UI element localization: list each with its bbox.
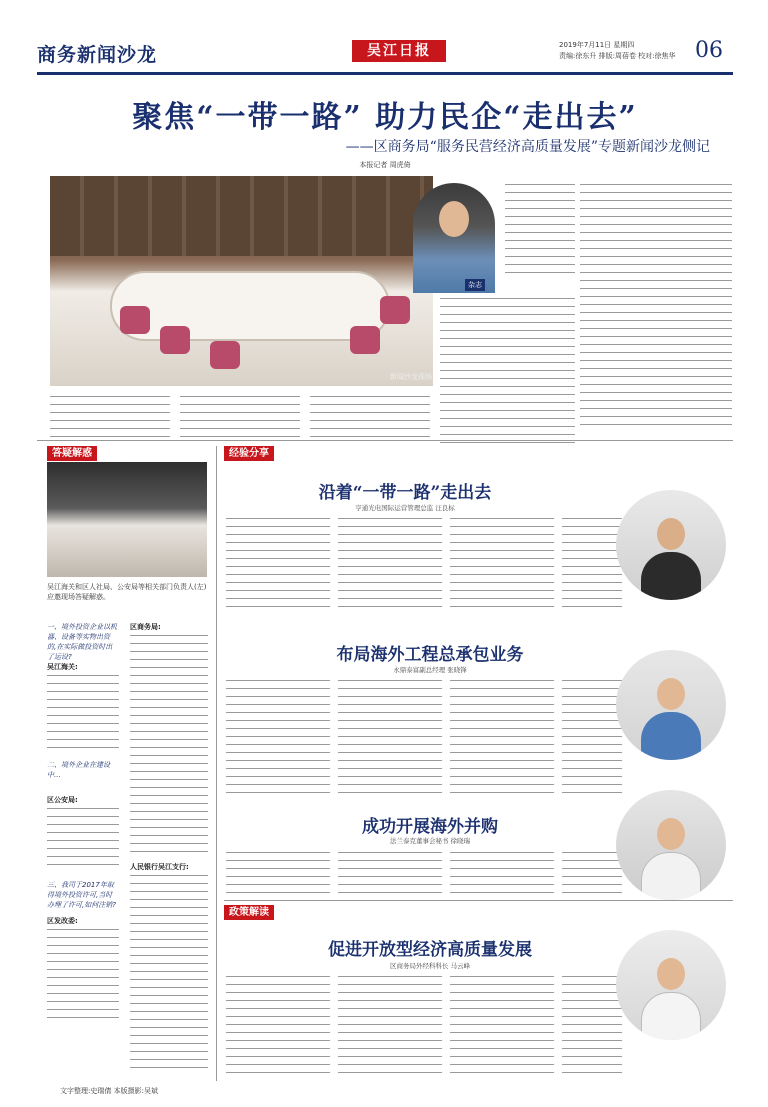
lead-text-col-right-b — [580, 184, 732, 432]
article-3-author: 法兰泰克董事会秘书 徐晓瑞 — [389, 837, 471, 845]
page-number: 06 — [695, 38, 723, 63]
lead-text-col-2 — [180, 396, 300, 444]
qa-answer-4-text — [130, 635, 208, 859]
qa-answer-2-text — [47, 808, 119, 872]
article-4-author: 区商务局外经科科长 马云峰 — [389, 962, 471, 970]
speaker-3-photo — [616, 790, 726, 900]
article-3-col-2 — [338, 852, 442, 900]
policy-tag: 政策解读 — [224, 905, 274, 920]
speaker-4-photo — [616, 930, 726, 1040]
speaker-2-photo — [616, 650, 726, 760]
qa-question-1: 一、境外投资企业以机器、设备等实物出资的,在实际做投资时出了运设? — [47, 623, 117, 661]
section-divider — [37, 440, 733, 441]
lead-text-col-middle — [440, 298, 575, 450]
column-divider — [216, 446, 217, 1081]
article-3-col-4 — [562, 852, 622, 900]
article-3-col-1 — [226, 852, 330, 900]
article-4-col-4 — [562, 976, 622, 1080]
article-1-col-2 — [338, 518, 442, 614]
qa-answer-1-label: 吴江海关: — [47, 663, 78, 671]
lead-text-col-1 — [50, 396, 170, 444]
article-3-title: 成功开展海外并购 — [362, 817, 498, 837]
qa-answer-4-label: 区商务局: — [130, 623, 161, 631]
section-title: 商务新闻沙龙 — [37, 44, 158, 66]
qa-question-3: 三、我司于2017年取得境外投资许可,当时办理了许可,如何注销? — [47, 881, 116, 909]
meeting-photo — [50, 176, 433, 386]
article-3-col-3 — [450, 852, 554, 900]
speaker-1-photo — [616, 490, 726, 600]
article-1-author: 亨通光电国际运营管理总监 汪良标 — [355, 504, 455, 512]
masthead-logo: 吴江日报 — [352, 40, 446, 62]
date-line: 2019年7月11日 星期四 — [559, 41, 635, 49]
article-1-col-3 — [450, 518, 554, 614]
lead-byline: 本报记者 周虎倚 — [359, 161, 411, 169]
lead-text-col-3 — [310, 396, 430, 444]
article-2-col-2 — [338, 680, 442, 800]
article-1-title: 沿着“一带一路”走出去 — [318, 483, 492, 503]
qa-answer-2-label: 区公安局: — [47, 796, 78, 804]
editors-line: 责编:徐东升 排版:周蓓卷 校对:徐焦华 — [559, 52, 676, 60]
article-1-col-4 — [562, 518, 622, 614]
speaker-photo — [413, 183, 495, 293]
qa-tag: 答疑解惑 — [47, 446, 97, 461]
article-2-title: 布局海外工程总承包业务 — [336, 645, 524, 665]
lead-text-col-right-a — [505, 184, 575, 280]
qa-answer-3-label: 区发改委: — [47, 917, 78, 925]
qa-question-2: 二、境外企业在建设中... — [47, 761, 110, 779]
policy-divider — [224, 900, 733, 901]
page-header — [37, 38, 733, 72]
qa-photo — [47, 462, 207, 577]
article-4-title: 促进开放型经济高质量发展 — [328, 940, 532, 960]
qa-answer-5-text — [130, 875, 208, 1075]
qa-photo-caption: 吴江海关和区人社局、公安局等相关部门负责人(左)应邀现场答疑解惑。 — [47, 583, 207, 601]
article-4-col-1 — [226, 976, 330, 1080]
header-rule — [37, 72, 733, 75]
lead-subheadline: ——区商务局“服务民营经济高质量发展”专题新闻沙龙侧记 — [345, 139, 710, 155]
speaker-label: 杂志 — [465, 279, 485, 291]
experience-tag: 经验分享 — [224, 446, 274, 461]
lead-headline: 聚焦“一带一路” 助力民企“走出去” — [132, 100, 638, 135]
footer-credits: 文字整理:史瑞倩 本版摄影:吴斌 — [60, 1087, 158, 1095]
qa-answer-5-label: 人民银行吴江支行: — [130, 863, 189, 871]
meeting-photo-caption: 新闻沙龙现场。 — [390, 373, 439, 381]
article-2-col-4 — [562, 680, 622, 800]
article-2-col-3 — [450, 680, 554, 800]
article-4-col-2 — [338, 976, 442, 1080]
article-4-col-3 — [450, 976, 554, 1080]
qa-answer-1-text — [47, 675, 119, 755]
article-2-author: 永鼎泰富副总经理 张晓锋 — [393, 666, 467, 674]
qa-answer-3-text — [47, 929, 119, 1025]
article-1-col-1 — [226, 518, 330, 614]
article-2-col-1 — [226, 680, 330, 800]
